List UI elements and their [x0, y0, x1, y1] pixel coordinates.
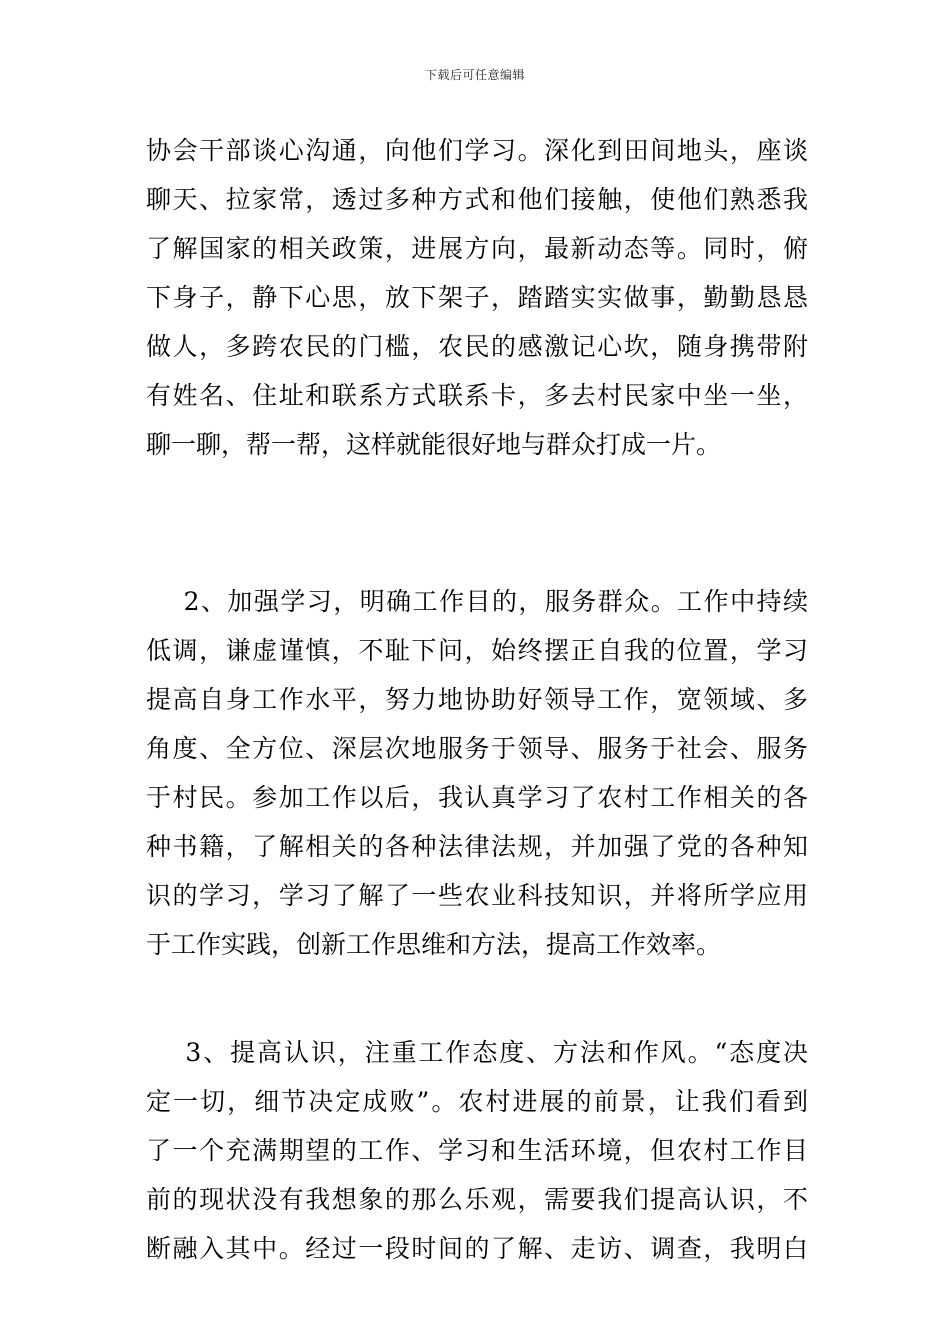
text-line: 于工作实践，创新工作思维和方法，提高工作效率。: [146, 930, 722, 959]
text-line: 种书籍，了解相关的各种法律法规，并加强了党的各种知: [146, 832, 808, 861]
text-line: 前的现状没有我想象的那么乐观，需要我们提高认识，不: [146, 1185, 808, 1214]
paragraph-1: [146, 126, 808, 469]
text-line: 识的学习，学习了解了一些农业科技知识，并将所学应用: [146, 881, 808, 910]
text-line: 定一切，细节决定成败”。农村进展的前景，让我们看到: [146, 1087, 808, 1116]
text-line: 了一个充满期望的工作、学习和生活环境，但农村工作目: [146, 1136, 808, 1165]
text-line: 聊天、拉家常，透过多种方式和他们接触，使他们熟悉我: [146, 185, 808, 214]
page-header-note: 下载后可任意编辑: [424, 68, 525, 82]
text-line: 2、加强学习，明确工作目的，服务群众。工作中持续: [146, 587, 808, 616]
text-line: 3、提高认识，注重工作态度、方法和作风。“态度决: [146, 1038, 808, 1067]
text-line: 做人，多跨农民的门槛，农民的感激记心坎，随身携带附: [146, 332, 808, 361]
text-line: 协会干部谈心沟通，向他们学习。深化到田间地头，座谈: [146, 136, 808, 165]
text-line: 于村民。参加工作以后，我认真学习了农村工作相关的各: [146, 783, 808, 812]
text-line: 提高自身工作水平，努力地协助好领导工作，宽领域、多: [146, 685, 808, 714]
text-line: 了解国家的相关政策，进展方向，最新动态等。同时，俯: [146, 234, 808, 263]
text-line: 有姓名、住址和联系方式联系卡，多去村民家中坐一坐，: [146, 381, 808, 410]
text-line: 聊一聊，帮一帮，这样就能很好地与群众打成一片。: [146, 430, 722, 459]
text-line: 断融入其中。经过一段时间的了解、走访、调查，我明白: [146, 1234, 808, 1263]
text-line: 低调，谦虚谨慎，不耻下问，始终摆正自我的位置，学习: [146, 636, 808, 665]
text-line: 下身子，静下心思，放下架子，踏踏实实做事，勤勤恳恳: [146, 283, 808, 312]
paragraph-2: [146, 577, 808, 969]
text-line: 角度、全方位、深层次地服务于领导、服务于社会、服务: [146, 734, 808, 763]
paragraph-3: [146, 1028, 808, 1273]
